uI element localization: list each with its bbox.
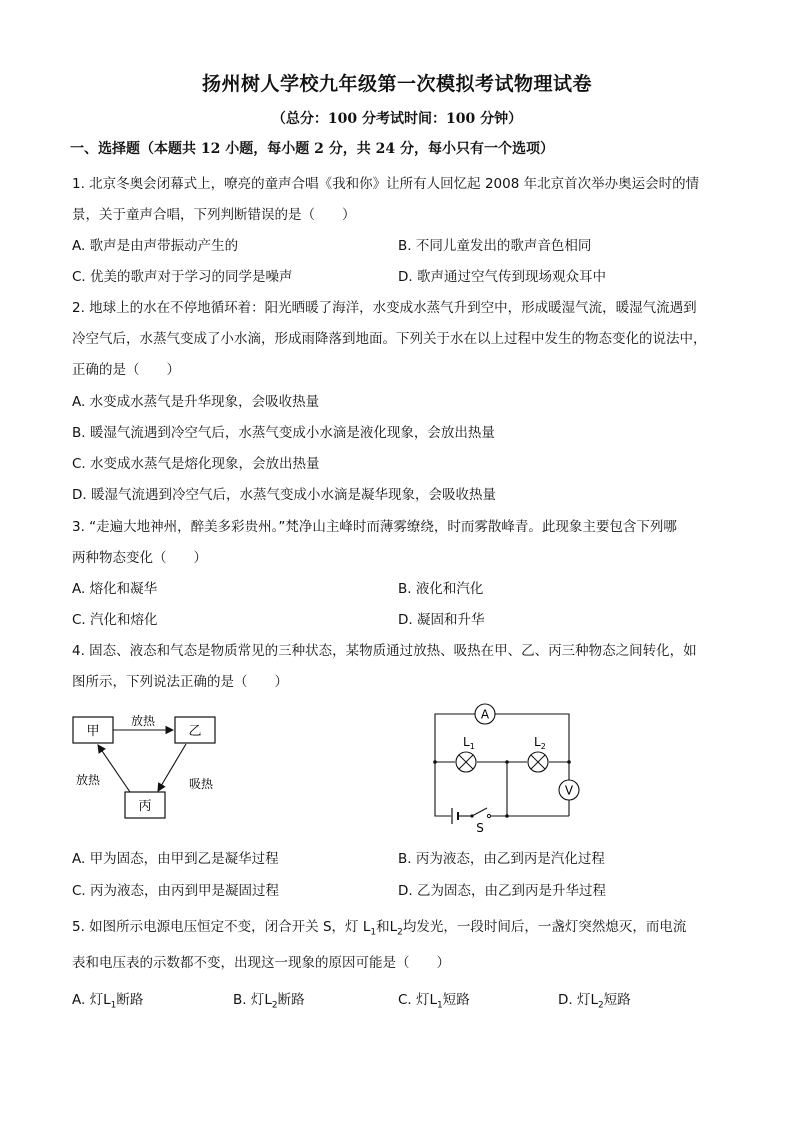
q3-option-c: C. 汽化和熔化: [72, 612, 158, 628]
switch-label: S: [476, 821, 484, 835]
box-jia-label: 甲: [86, 724, 100, 739]
box-bing-label: 丙: [138, 799, 152, 814]
page-subtitle: （总分：100 分考试时间：100 分钟）: [271, 111, 523, 127]
q1-stem-line1: 1. 北京冬奥会闭幕式上，嘹亮的童声合唱《我和你》让所有人回忆起 2008 年北京首次举办奥运会时的情: [72, 176, 700, 192]
q2-stem-line3: 正确的是（ ）: [72, 362, 180, 378]
q1-option-a: A. 歌声是由声带振动产生的: [72, 238, 239, 254]
q4-option-c: C. 丙为液态，由丙到甲是凝固过程: [72, 883, 280, 899]
box-yi-label: 乙: [188, 724, 202, 739]
q4-stem-line1: 4. 固态、液态和气态是物质常见的三种状态，某物质通过放热、吸热在甲、乙、丙三种物态之间转化，如: [72, 643, 697, 659]
ammeter-label: A: [480, 707, 490, 722]
q1-option-c: C. 优美的歌声对于学习的同学是噪声: [72, 269, 293, 285]
voltmeter-label: V: [564, 783, 574, 798]
junction-left: [433, 760, 437, 764]
lamp-l2-label: $L_2$: [534, 735, 546, 751]
q2-stem-line1: 2. 地球上的水在不停地循环着：阳光晒暖了海洋，水变成水蒸气升到空中，形成暖湿气流，暖湿气流遇到: [72, 300, 697, 316]
q2-option-c: C. 水变成水蒸气是熔化现象，会放出热量: [72, 456, 320, 472]
q3-stem-line2: 两种物态变化（ ）: [72, 550, 207, 566]
q1-option-d: D. 歌声通过空气传到现场观众耳中: [398, 269, 606, 285]
q1-stem-line2: 景，关于童声合唱，下列判断错误的是（ ）: [72, 207, 356, 223]
q4-option-b: B. 丙为液态，由乙到丙是汽化过程: [398, 851, 605, 867]
circuit-diagram: [425, 700, 595, 836]
q2-option-b: B. 暖湿气流遇到冷空气后，水蒸气变成小水滴是液化现象，会放出热量: [72, 425, 495, 441]
q5-option-c: C. 灯$L_1$短路: [398, 992, 470, 1011]
wire-bottom-left: [435, 762, 451, 816]
page-title: 扬州树人学校九年级第一次模拟考试物理试卷: [201, 73, 592, 95]
q3-option-a: A. 熔化和凝华: [72, 581, 158, 597]
q5-option-a: A. 灯$L_1$断路: [72, 992, 144, 1011]
junction-right: [567, 760, 571, 764]
label-right-arrow: 吸热: [188, 777, 214, 791]
lamp-l1-label: $L_1$: [463, 735, 475, 751]
q3-option-b: B. 液化和汽化: [398, 581, 484, 597]
q3-option-d: D. 凝固和升华: [398, 612, 485, 628]
junction-middle: [505, 760, 509, 764]
section-title: 一、选择题（本题共 12 小题，每小题 2 分，共 24 分，每小只有一个选项）: [70, 141, 554, 157]
q4-option-a: A. 甲为固态，由甲到乙是凝华过程: [72, 851, 279, 867]
q5-option-d: D. 灯$L_2$短路: [558, 992, 631, 1011]
switch-blade: [472, 808, 487, 816]
state-change-diagram: [68, 706, 238, 826]
q2-option-d: D. 暖湿气流遇到冷空气后，水蒸气变成小水滴是凝华现象，会吸收热量: [72, 487, 496, 503]
q4-option-d: D. 乙为固态，由乙到丙是升华过程: [398, 883, 606, 899]
q5-stem-line2: 表和电压表的示数都不变，出现这一现象的原因可能是（ ）: [72, 955, 450, 971]
q3-stem-line1: 3. “走遍大地神州，醉美多彩贵州。”梵净山主峰时而薄雾缭绕，时而雾散峰青。此现象主要包含下列哪: [72, 519, 677, 535]
q2-option-a: A. 水变成水蒸气是升华现象，会吸收热量: [72, 394, 320, 410]
switch-contact: [487, 814, 490, 817]
junction-bottom: [505, 814, 509, 818]
arrow-yi-to-bing: [158, 744, 186, 791]
label-top-arrow: 放热: [130, 714, 156, 728]
q5-option-b: B. 灯$L_2$断路: [233, 992, 305, 1011]
q2-stem-line2: 冷空气后，水蒸气变成了小水滴，形成雨降落到地面。下列关于水在以上过程中发生的物态变化的说法中，: [72, 331, 707, 347]
q4-stem-line2: 图所示，下列说法正确的是（ ）: [72, 674, 288, 690]
arrow-bing-to-jia: [98, 745, 130, 792]
q5-stem-line1: 5. 如图所示电源电压恒定不变，闭合开关 S，灯 $L_1$和$L_2$均发光，一段时间后，一盏灯突然熄灭，而电流: [72, 919, 687, 938]
label-left-arrow: 放热: [75, 773, 101, 787]
q1-option-b: B. 不同儿童发出的歌声音色相同: [398, 238, 592, 254]
